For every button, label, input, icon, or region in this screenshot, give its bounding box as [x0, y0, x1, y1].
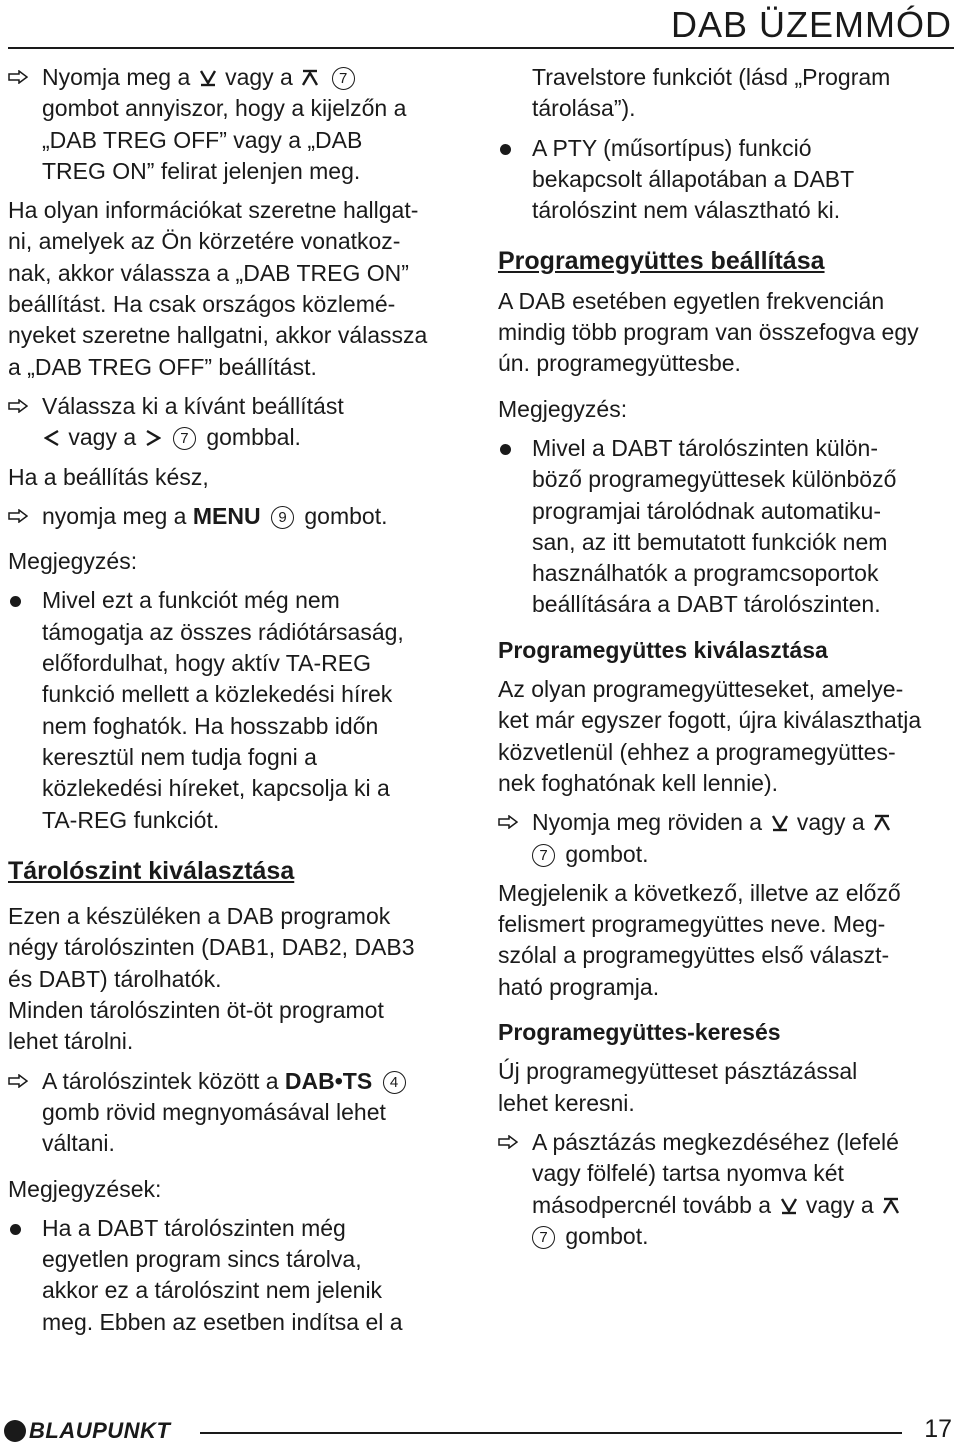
step-dabts: [8, 1066, 466, 1160]
text: TREG ON” felirat jelenjen meg.: [42, 157, 361, 184]
text: gombot.: [565, 1222, 649, 1249]
text: Új programegyütteset pásztázással: [498, 1058, 858, 1085]
step-press-menu: [8, 501, 466, 532]
text: közlekedési híreket, kapcsolja ki a: [42, 775, 390, 802]
text: gombot.: [304, 502, 388, 529]
page-header-title: DAB ÜZEMMÓD: [671, 4, 952, 45]
text: Nyomja meg a: [42, 64, 191, 90]
text: Ha a DABT tárolószinten még: [42, 1214, 346, 1241]
dabts-key-label: DAB•TS: [284, 1067, 373, 1094]
text: támogatja az összes rádiótársaság,: [42, 618, 404, 645]
note-item: [498, 433, 954, 621]
text: vagy fölfelé) tartsa nyomva két: [532, 1160, 844, 1187]
step-press-short: [498, 807, 954, 870]
text: akkor ez a tárolószint nem jelenik: [42, 1277, 383, 1304]
arrow-bullet-icon: [498, 815, 518, 829]
text: böző programegyüttesek különböző: [532, 466, 897, 493]
text: meg. Ebben az esetben indítsa el a: [42, 1308, 403, 1335]
page-number: 17: [924, 1415, 952, 1443]
arrow-bullet-icon: [498, 1135, 518, 1149]
text: keresztül nem tudja fogni a: [42, 743, 317, 770]
step-treg-select: [8, 62, 466, 187]
knob-number: 7: [532, 844, 555, 867]
text: lehet keresni.: [498, 1089, 635, 1116]
right-column: [498, 62, 954, 1252]
text: A tárolószintek között a: [42, 1067, 279, 1094]
knob-number: 7: [332, 67, 355, 90]
text: gombot.: [565, 840, 649, 867]
text: nak, akkor válassza a „DAB TREG ON”: [8, 259, 409, 286]
left-column: [8, 62, 466, 1338]
down-key-icon: [199, 69, 217, 87]
note-heading: Megjegyzés:: [8, 548, 138, 575]
text: TA-REG funkciót.: [42, 806, 220, 833]
text: gomb rövid megnyomásával lehet: [42, 1098, 386, 1125]
text: közvetlenül (ehhez a programegyüttes-: [498, 738, 896, 765]
text: vagy a: [68, 424, 137, 451]
text: és DABT) tárolhatók.: [8, 965, 222, 992]
text: a „DAB TREG OFF” beállítást.: [8, 353, 317, 380]
text: beállítására a DABT tárolószinten.: [532, 591, 881, 618]
knob-number: 4: [383, 1071, 406, 1094]
text: Nyomja meg röviden a: [532, 809, 763, 836]
knob-number: 9: [271, 506, 294, 529]
text: beállítást. Ha csak országos közlemé-: [8, 291, 396, 318]
note-continuation: [498, 62, 954, 125]
text: lehet tárolni.: [8, 1028, 134, 1055]
text: vagy a: [805, 1191, 874, 1218]
step-choose-setting: [8, 391, 466, 454]
knob-number: 7: [173, 427, 196, 450]
text: Ha a beállítás kész,: [8, 463, 209, 490]
header-rule: [8, 47, 954, 49]
text: előfordulhat, hogy aktív TA-REG: [42, 650, 371, 677]
knob-number: 7: [532, 1226, 555, 1249]
text: tárolószint nem választható ki.: [532, 197, 841, 224]
text: nyomja meg a: [42, 502, 187, 529]
dot-bullet-icon: [500, 444, 511, 455]
text: ható programja.: [498, 973, 660, 1000]
text: ket már egyszer fogott, újra kiválaszthatja: [498, 707, 922, 734]
text: Válassza ki a kívánt beállítást: [42, 392, 344, 419]
note-item: [8, 1213, 466, 1338]
note-heading: Megjegyzések:: [8, 1175, 162, 1202]
text: nem foghatók. Ha hosszabb időn: [42, 712, 379, 739]
dot-bullet-icon: [10, 1224, 21, 1235]
down-key-icon: [771, 814, 789, 832]
text: A PTY (műsortípus) funkció: [532, 134, 812, 161]
text: ún. programegyüttesbe.: [498, 350, 741, 377]
arrow-bullet-icon: [8, 399, 28, 413]
text: bekapcsolt állapotában a DABT: [532, 165, 855, 192]
text: funkció mellett a közlekedési hírek: [42, 681, 393, 708]
up-key-icon: [873, 814, 891, 832]
step-scan: [498, 1127, 954, 1252]
text: Ezen a készüléken a DAB programok: [8, 903, 391, 930]
text: Mivel a DABT tárolószinten külön-: [532, 434, 878, 461]
text: vagy a: [796, 809, 865, 836]
dot-bullet-icon: [10, 596, 21, 607]
section-heading-programegyuttes: Programegyüttes beállítása: [498, 247, 825, 276]
text: A pásztázás megkezdéséhez (lefelé: [532, 1128, 899, 1155]
down-key-icon: [780, 1197, 798, 1215]
text: nek foghatónak kell lennie).: [498, 769, 779, 796]
text: használhatók a programcsoportok: [532, 560, 879, 587]
note-heading: Megjegyzés:: [498, 395, 628, 422]
dot-bullet-icon: [500, 144, 511, 155]
section-heading-tarolo: Tárolószint kiválasztása: [8, 856, 295, 885]
text: vagy a: [225, 64, 293, 90]
text: gombot annyiszor, hogy a kijelzőn a: [42, 95, 407, 122]
subheading-kereses: Programegyüttes-keresés: [498, 1019, 781, 1046]
note-item: [8, 585, 466, 835]
text: Travelstore funkciót (lásd „Program: [532, 64, 891, 90]
footer-rule: [200, 1432, 902, 1434]
brand-name: BLAUPUNKT: [29, 1418, 171, 1443]
menu-key-label: MENU: [192, 502, 261, 529]
text: A DAB esetében egyetlen frekvencián: [498, 287, 885, 314]
brand-logo-icon: [4, 1420, 26, 1442]
text: egyetlen program sincs tárolva,: [42, 1246, 362, 1273]
text: másodpercnél tovább a: [532, 1191, 772, 1218]
text: felismert programegyüttes neve. Meg-: [498, 911, 886, 938]
text: nyeket szeretne hallgatni, akkor válassza: [8, 322, 428, 349]
arrow-bullet-icon: [8, 509, 28, 523]
up-key-icon: [882, 1197, 900, 1215]
text: szólal a programegyüttes első választ-: [498, 942, 890, 969]
arrow-bullet-icon: [8, 70, 28, 84]
text: váltani.: [42, 1130, 115, 1157]
text: négy tárolószinten (DAB1, DAB2, DAB3: [8, 934, 415, 961]
text: Megjelenik a következő, illetve az előző: [498, 879, 901, 906]
text: ni, amelyek az Ön körzetére vonatkoz-: [8, 228, 401, 255]
text: Mivel ezt a funkciót még nem: [42, 587, 340, 614]
text: Ha olyan információkat szeretne hallgat-: [8, 197, 419, 224]
right-key-icon: [145, 429, 161, 447]
text: programjai tárolódnak automatiku-: [532, 497, 882, 524]
text: gombbal.: [206, 424, 301, 451]
brand-logo: [4, 1418, 170, 1444]
text: „DAB TREG OFF” vagy a „DAB: [42, 126, 363, 153]
text: Az olyan programegyütteseket, amelye-: [498, 676, 904, 703]
text: Minden tárolószinten öt-öt programot: [8, 997, 384, 1024]
text: san, az itt bemutatott funkciók nem: [532, 528, 888, 555]
subheading-kivalasztas: Programegyüttes kiválasztása: [498, 636, 828, 663]
up-key-icon: [301, 69, 319, 87]
text: tárolása”).: [532, 95, 636, 122]
left-key-icon: [44, 429, 60, 447]
text: mindig több program van összefogva egy: [498, 319, 919, 346]
arrow-bullet-icon: [8, 1074, 28, 1088]
note-item: [498, 133, 954, 227]
